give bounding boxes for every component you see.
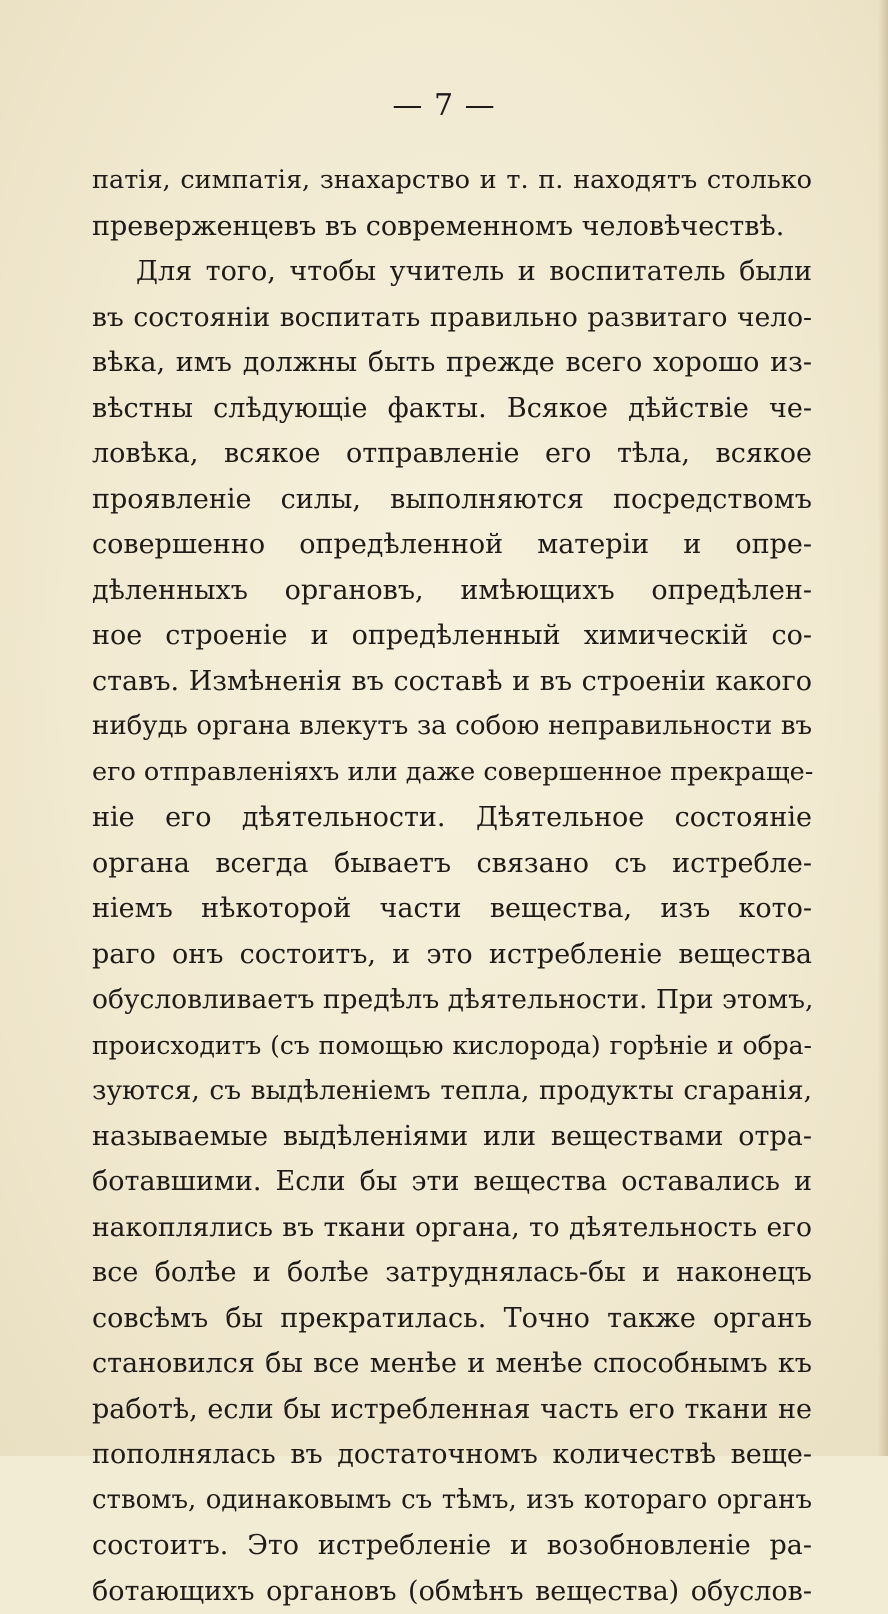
text-line: ное строеніе и опредѣленный химическій со- <box>92 613 812 659</box>
text-line: все болѣе и болѣе затруднялась-бы и наконецъ <box>92 1250 812 1296</box>
text-line: проявленіе силы, выполняются посредствомъ <box>92 477 812 523</box>
text-line: совсѣмъ бы прекратилась. Точно также органъ <box>92 1296 812 1342</box>
text-line: ловѣка, всякое отправленіе его тѣла, всякое <box>92 431 812 477</box>
text-line: становился бы все менѣе и менѣе способнымъ къ <box>92 1341 812 1387</box>
text-line: вѣка, имъ должны быть прежде всего хорошо из- <box>92 340 812 386</box>
text-line: въ состояніи воспитать правильно развитаго чело- <box>92 295 812 341</box>
page-number: — 7 — <box>0 88 888 124</box>
text-line: ботающихъ органовъ (обмѣнъ вещества) обуслов- <box>92 1569 812 1614</box>
text-line: органа всегда бываетъ связано съ истребле- <box>92 841 812 887</box>
text-line: ставъ. Измѣненія въ составѣ и въ строеніи какого <box>92 659 812 705</box>
text-line: вѣстны слѣдующіе факты. Всякое дѣйствіе че- <box>92 386 812 432</box>
body-text <box>92 158 812 1614</box>
text-line: называемые выдѣленіями или веществами отра- <box>92 1114 812 1160</box>
text-line: происходитъ (съ помощью кислорода) горѣніе и обра- <box>92 1023 812 1069</box>
page-edge-shadow <box>878 0 888 1456</box>
text-line: ніе его дѣятельности. Дѣятельное состояніе <box>92 795 812 841</box>
text-line: ботавшими. Если бы эти вещества оставались и <box>92 1159 812 1205</box>
text-line: пополнялась въ достаточномъ количествѣ веще- <box>92 1432 812 1478</box>
text-line: Для того, чтобы учитель и воспитатель были <box>92 249 812 295</box>
text-line: ствомъ, одинаковымъ съ тѣмъ, изъ котораго органъ <box>92 1478 812 1524</box>
text-line: его отправленіяхъ или даже совершенное прекраще- <box>92 750 812 796</box>
text-line: преверженцевъ въ современномъ человѣчествѣ. <box>92 204 812 250</box>
text-line: накоплялись въ ткани органа, то дѣятельность его <box>92 1205 812 1251</box>
text-line: патія, симпатія, знахарство и т. п. находятъ столько <box>92 158 812 204</box>
text-line: обусловливаетъ предѣлъ дѣятельности. При этомъ, <box>92 977 812 1023</box>
text-line: состоитъ. Это истребленіе и возобновленіе ра- <box>92 1523 812 1569</box>
text-line: дѣленныхъ органовъ, имѣющихъ опредѣлен- <box>92 568 812 614</box>
text-line: зуются, съ выдѣленіемъ тепла, продукты сгаранія, <box>92 1068 812 1114</box>
text-line: совершенно опредѣленной матеріи и опре- <box>92 522 812 568</box>
text-line: работѣ, если бы истребленная часть его ткани не <box>92 1387 812 1433</box>
text-line: раго онъ состоитъ, и это истребленіе вещества <box>92 932 812 978</box>
text-line: нибудь органа влекутъ за собою неправильности въ <box>92 704 812 750</box>
text-line: ніемъ нѣкоторой части вещества, изъ кото- <box>92 886 812 932</box>
